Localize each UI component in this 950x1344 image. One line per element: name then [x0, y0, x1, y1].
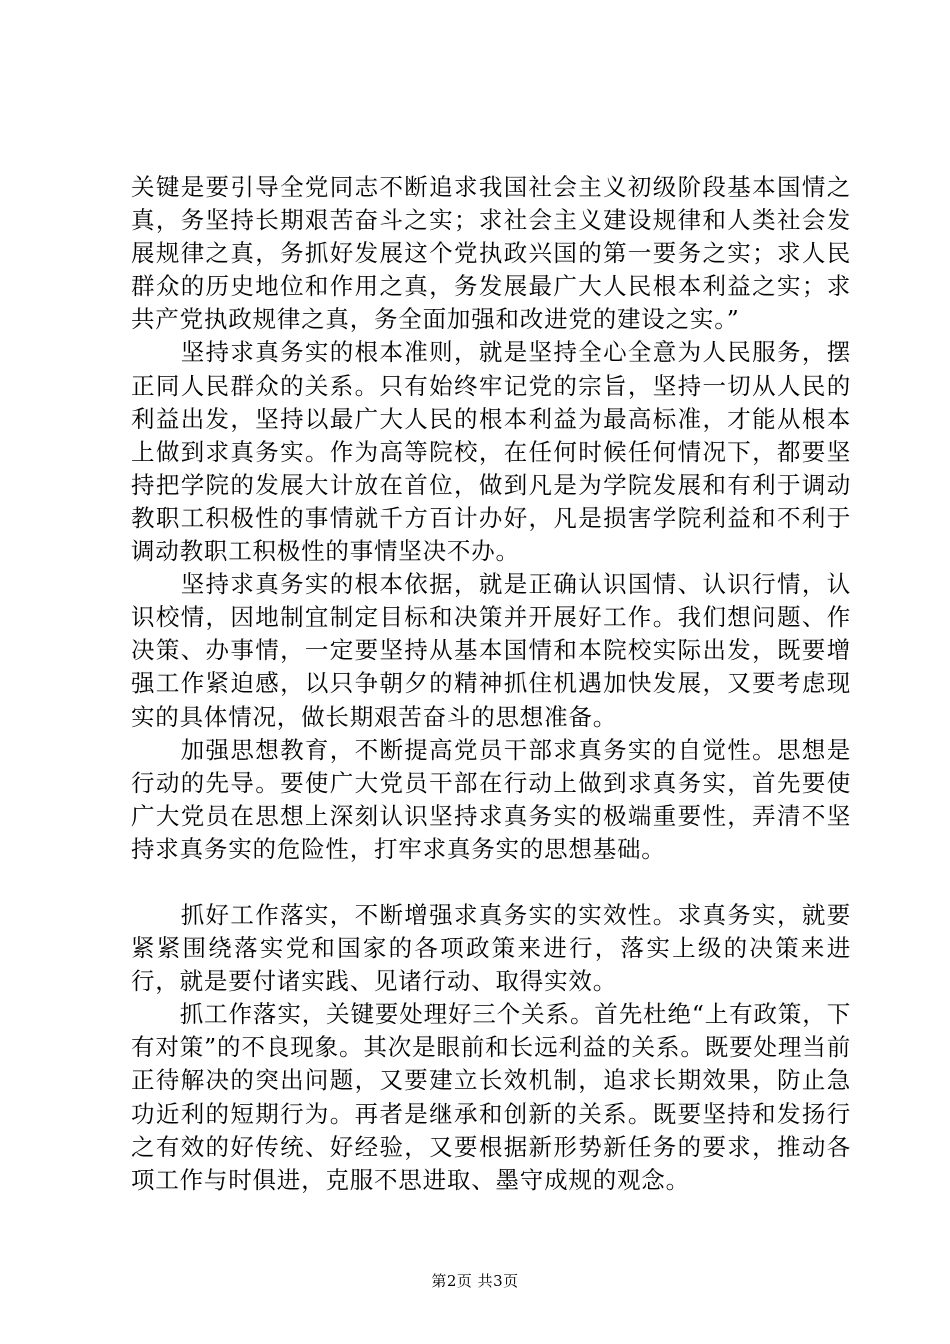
paragraph-5: 抓好工作落实，不断增强求真务实的实效性。求真务实，就要紧紧围绕落实党和国家的各项政策来进行，落实上级的决策来进行，就是要付诸实践、见诸行动、取得实效。: [131, 900, 851, 996]
paragraph-1: 关键是要引导全党同志不断追求我国社会主义初级阶段基本国情之真，务坚持长期艰苦奋斗之实；求社会主义建设规律和人类社会发展规律之真，务抓好发展这个党执政兴国的第一要务之实；求人民群众的历史地位和作用之真，务发展最广大人民根本利益之实；求共产党执政规律之真，务全面加强和改进党的建设之实。”: [131, 173, 851, 334]
paragraph-6: 抓工作落实，关键要处理好三个关系。首先杜绝“上有政策，下有对策”的不良现象。其次是眼前和长远利益的关系。既要处理当前正待解决的突出问题，又要建立长效机制，追求长期效果，防止急功近利的短期行为。再者是继承和创新的关系。既要坚持和发扬行之有效的好传统、好经验，又要根据新形势新任务的要求，推动各项工作与时俱进，克服不思进取、墨守成规的观念。: [131, 1000, 851, 1194]
paragraph-2: 坚持求真务实的根本准则，就是坚持全心全意为人民服务，摆正同人民群众的关系。只有始终牢记党的宗旨，坚持一切从人民的利益出发，坚持以最广大人民的根本利益为最高标准，才能从根本上做到求真务实。作为高等院校，在任何时候任何情况下，都要坚持把学院的发展大计放在首位，做到凡是为学院发展和有利于调动教职工积极性的事情就千方百计办好，凡是损害学院利益和不利于调动教职工积极性的事情坚决不办。: [131, 338, 851, 566]
paragraph-4: 加强思想教育，不断提高党员干部求真务实的自觉性。思想是行动的先导。要使广大党员干部在行动上做到求真务实，首先要使广大党员在思想上深刻认识坚持求真务实的极端重要性，弄清不坚持求真务实的危险性，打牢求真务实的思想基础。: [131, 735, 851, 863]
document-body: [131, 171, 851, 1197]
page-footer: 第2页 共3页: [431, 1272, 519, 1290]
paragraph-3: 坚持求真务实的根本依据，就是正确认识国情、认识行情，认识校情，因地制宜制定目标和决策并开展好工作。我们想问题、作决策、办事情，一定要坚持从基本国情和本院校实际出发，既要增强工作紧迫感，以只争朝夕的精神抓住机遇加快发展，又要考虑现实的具体情况，做长期艰苦奋斗的思想准备。: [131, 570, 851, 731]
